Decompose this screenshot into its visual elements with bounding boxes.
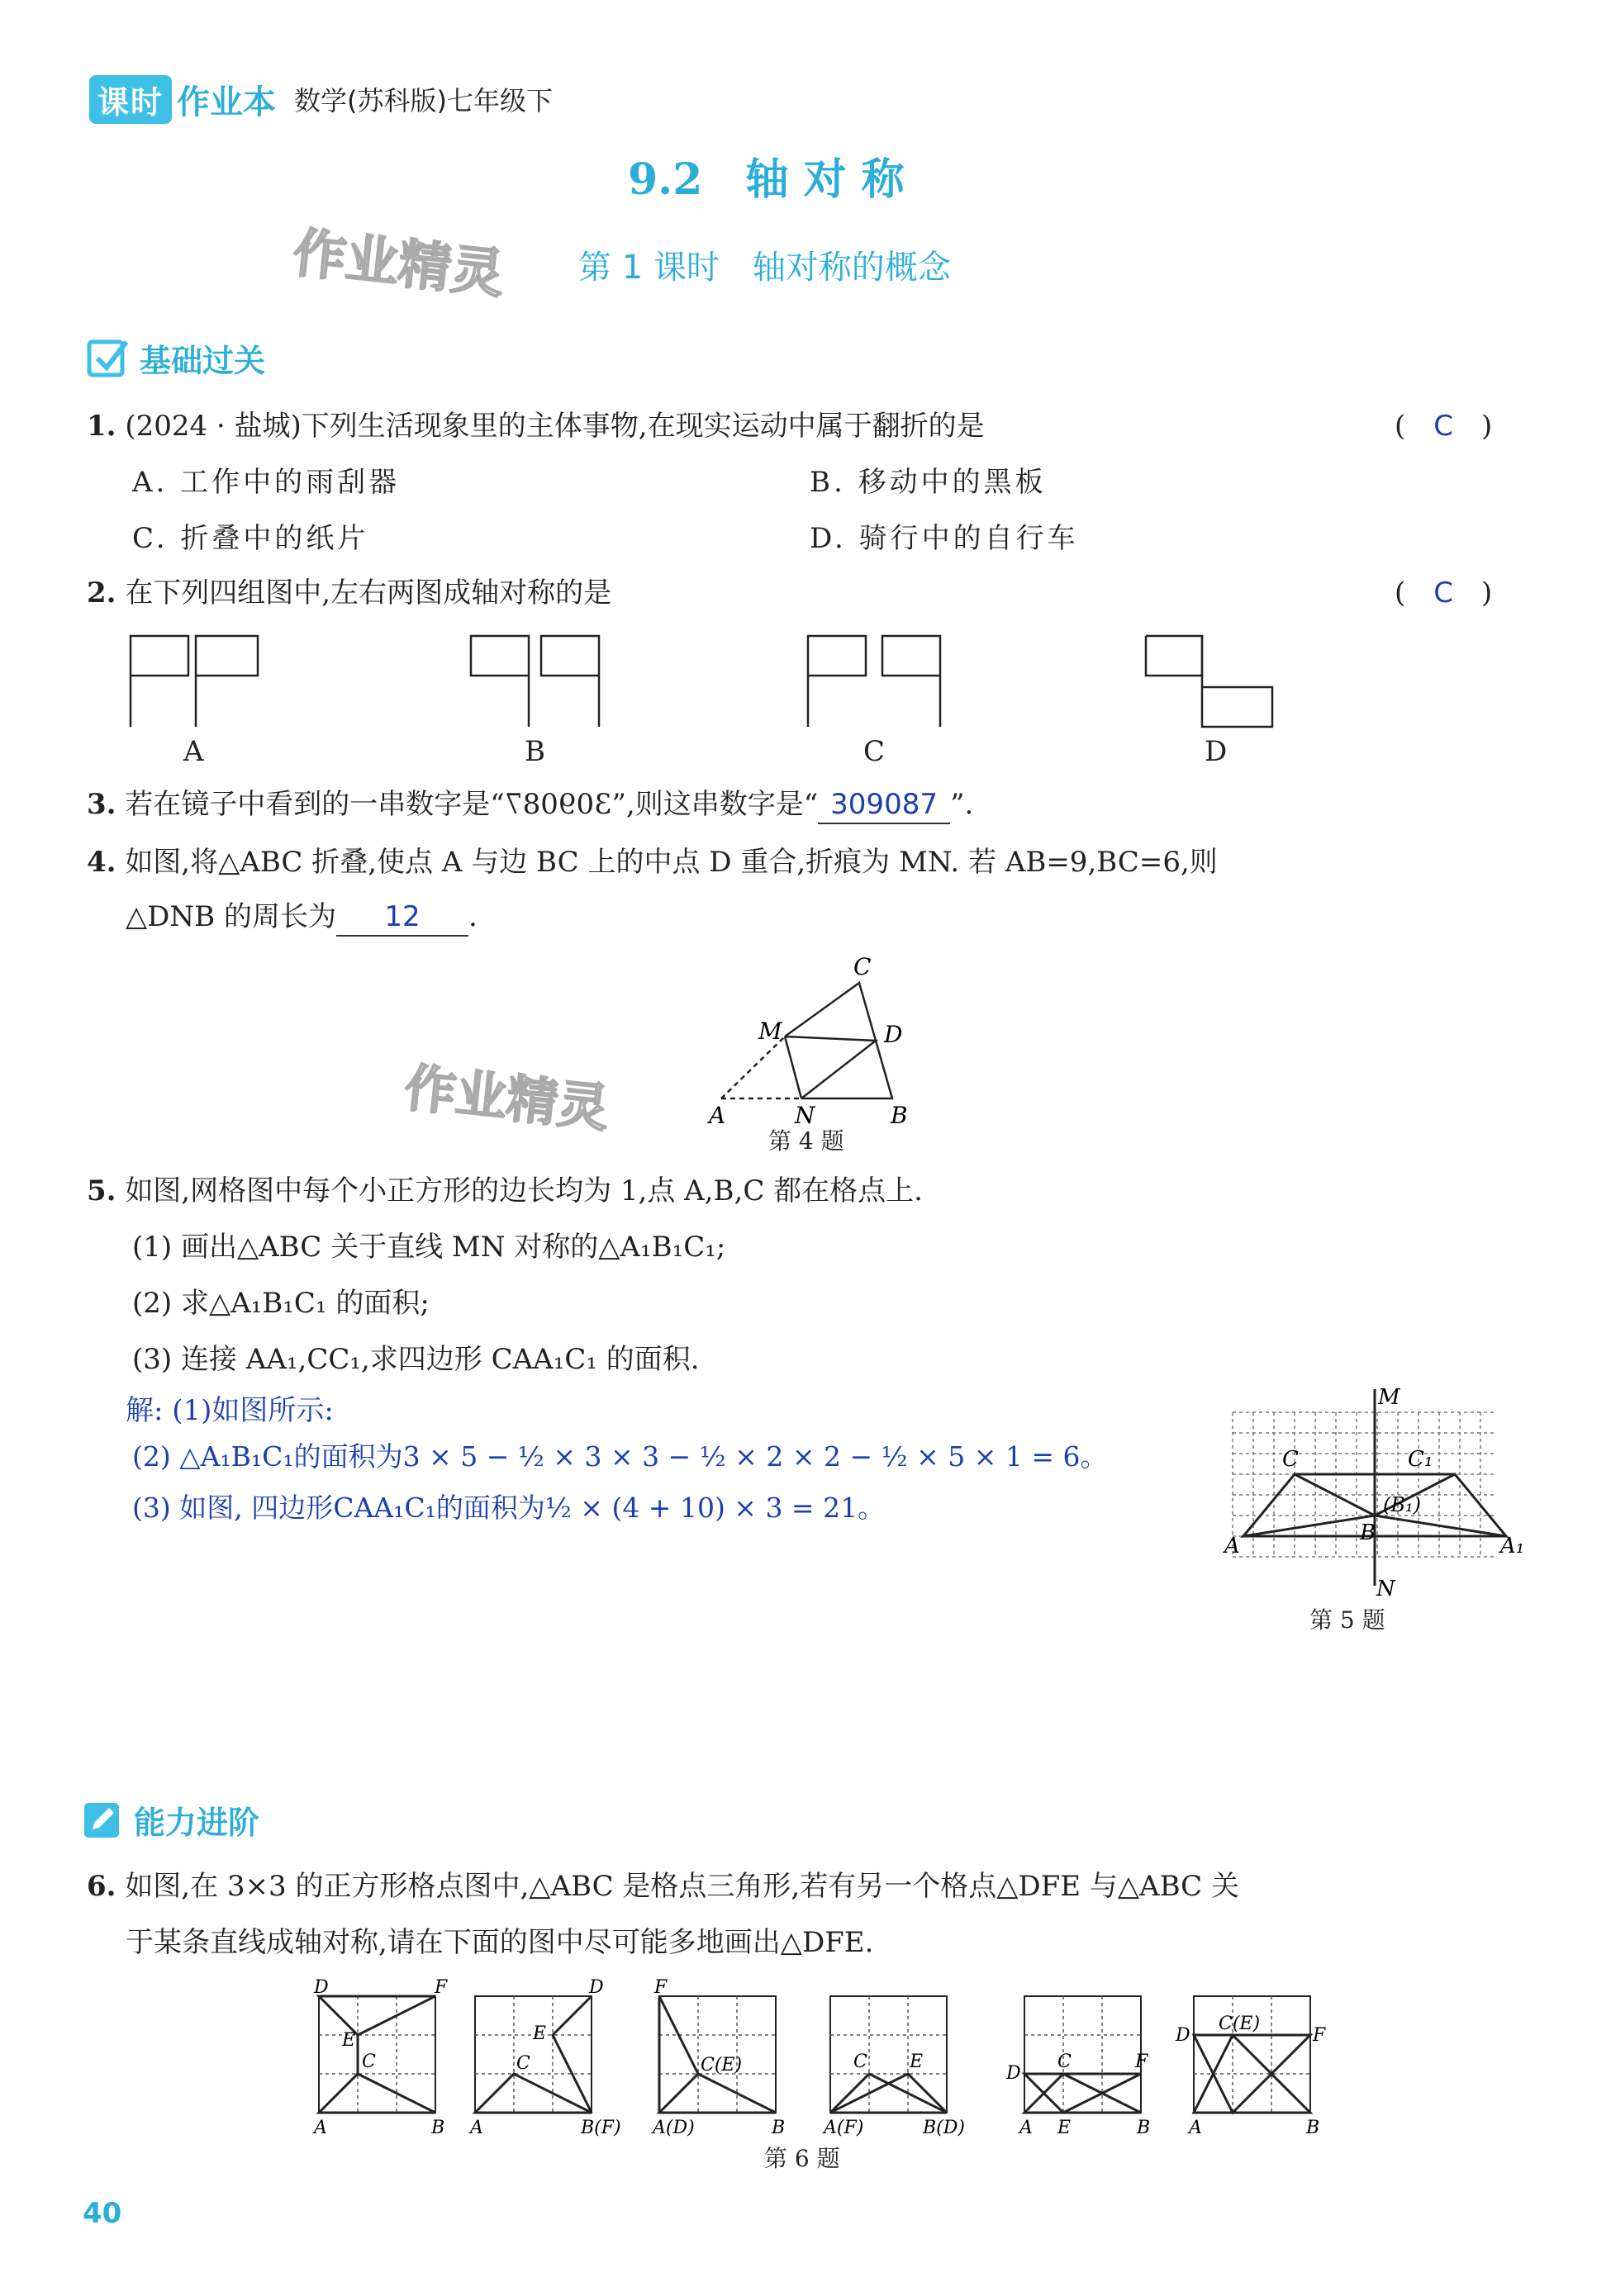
subject-label: 数学(苏科版)七年级下	[294, 85, 553, 116]
point-label: N	[795, 1102, 815, 1129]
option-c: C. 折叠中的纸片	[132, 522, 369, 555]
question-text: 如图,在 3×3 的正方形格点图中,△ABC 是格点三角形,若有另一个格点△DFE 与△ABC 关	[125, 1870, 1240, 1903]
point-label: B(F)	[581, 2118, 621, 2138]
question-2	[87, 575, 611, 611]
question-text: 如图,将△ABC 折叠,使点 A 与边 BC 上的中点 D 重合,折痕为 MN. 若 AB=9,BC=6,则	[125, 846, 1218, 879]
q6-figure-4	[822, 1996, 965, 2138]
header	[89, 76, 553, 122]
question-text: △DNB 的周长为	[126, 900, 336, 933]
page-number: 40	[83, 2197, 122, 2230]
point-label: B	[1306, 2118, 1320, 2138]
point-label: B	[891, 1102, 908, 1129]
question-6	[87, 1868, 1239, 1905]
point-label: C(E)	[701, 2055, 743, 2075]
point-label: A	[1224, 1534, 1240, 1558]
point-label: A	[709, 1102, 726, 1129]
point-label: D	[314, 1978, 329, 1998]
question-number: 3.	[87, 788, 116, 821]
advanced-section-header	[83, 1797, 259, 1843]
question-4	[87, 844, 1218, 880]
q2-figures	[116, 628, 1305, 776]
watermark: 作业精灵	[290, 222, 507, 306]
point-label: C	[853, 953, 872, 980]
q5-figure	[1223, 1379, 1528, 1602]
point-label: C	[362, 2052, 376, 2072]
pencil-box-icon	[83, 1800, 124, 1841]
point-label: A	[1019, 2118, 1033, 2138]
point-label: (B₁)	[1383, 1493, 1421, 1516]
figure-c	[808, 636, 940, 727]
point-label: E	[533, 2023, 547, 2044]
point-label: D	[1176, 2025, 1190, 2046]
answer: C	[1433, 410, 1454, 443]
point-label: F	[435, 1978, 448, 1998]
q6-figure-3	[651, 1978, 785, 2138]
question-4-line2	[126, 899, 478, 937]
point-label: D	[884, 1021, 903, 1048]
figure-b	[471, 636, 599, 727]
q2-label-a: A	[183, 735, 204, 768]
point-label: A	[470, 2118, 483, 2138]
q5-solution-3: (3) 如图, 四边形CAA₁C₁的面积为½ × (4 + 10) × 3 = 21。	[132, 1492, 886, 1524]
advanced-section-title: 能力进阶	[134, 1805, 260, 1841]
answer-bracket: ( C )	[1395, 576, 1493, 610]
point-label: B	[1137, 2118, 1151, 2138]
answer: 309087	[830, 788, 938, 821]
question-number: 1.	[87, 410, 116, 443]
question-text: 在下列四组图中,左右两图成轴对称的是	[125, 576, 612, 610]
point-label: B(D)	[923, 2118, 965, 2138]
question-number: 2.	[87, 576, 116, 610]
option-d: D. 骑行中的自行车	[810, 522, 1079, 555]
q6-figures	[306, 1978, 1363, 2143]
figure-d	[1146, 636, 1272, 727]
section-title: 9.2 轴 对 称	[628, 154, 905, 205]
q6-figure-1	[312, 1978, 448, 2138]
question-6-line2: 于某条直线成轴对称,请在下面的图中尽可能多地画出△DFE.	[126, 1926, 874, 1959]
q6-figure-2	[468, 1978, 621, 2138]
question-number: 5.	[87, 1174, 116, 1207]
question-number: 4.	[87, 846, 116, 879]
mirrored-number: 309087	[504, 788, 612, 821]
q6-caption: 第 6 题	[764, 2145, 840, 2172]
basic-section-header	[87, 335, 265, 381]
point-label: E	[910, 2052, 924, 2072]
point-label: E	[1057, 2118, 1072, 2138]
point-label: C	[1282, 1447, 1299, 1472]
answer: C	[1433, 576, 1454, 610]
q2-label-c: C	[863, 735, 886, 768]
point-label: E	[342, 2030, 356, 2051]
q5-part-3: (3) 连接 AA₁,CC₁,求四边形 CAA₁C₁ 的面积.	[132, 1343, 700, 1376]
option-a: A. 工作中的雨刮器	[132, 466, 401, 499]
question-text-mid: ”,则这串数字是“	[611, 788, 819, 821]
point-label: C	[853, 2052, 867, 2072]
q4-caption: 第 4 题	[768, 1127, 844, 1155]
question-text: 如图,网格图中每个小正方形的边长均为 1,点 A,B,C 都在格点上.	[125, 1174, 923, 1207]
q4-watermark: 作业精灵	[402, 1057, 612, 1139]
option-b: B. 移动中的黑板	[810, 466, 1047, 499]
period: .	[468, 900, 478, 933]
point-label: A(F)	[824, 2118, 864, 2138]
point-label: C₁	[1408, 1447, 1433, 1472]
q6-figure-6	[1175, 1996, 1326, 2138]
answer-bracket: ( C )	[1395, 410, 1493, 443]
point-label: C	[1057, 2052, 1072, 2072]
q5-part-1: (1) 画出△ABC 关于直线 MN 对称的△A₁B₁C₁;	[132, 1231, 726, 1264]
point-label: N	[1376, 1577, 1395, 1601]
q2-label-b: B	[525, 735, 545, 768]
checkbox-icon	[87, 337, 130, 380]
point-label: F	[654, 1978, 668, 1998]
figure-a	[131, 636, 258, 727]
point-label: A₁	[1500, 1534, 1525, 1558]
question-text: (2024 · 盐城)下列生活现象里的主体事物,在现实运动中属于翻折的是	[125, 410, 985, 443]
point-label: M	[1378, 1385, 1400, 1410]
point-label: B	[772, 2118, 786, 2138]
point-label: M	[758, 1018, 782, 1045]
lesson-title: 第 1 课时 轴对称的概念	[578, 249, 951, 287]
q5-solution-1: 解: (1)如图所示:	[126, 1394, 334, 1427]
point-label: A	[1189, 2118, 1202, 2138]
q5-solution-2: (2) △A₁B₁C₁的面积为3 × 5 − ½ × 3 × 3 − ½ × 2 × 2 − ½ × 5 × 1 = 6。	[132, 1440, 1108, 1473]
question-3	[87, 786, 973, 824]
point-label: A	[314, 2118, 327, 2138]
question-1	[87, 408, 985, 444]
question-text: 若在镜子中看到的一串数字是“	[125, 788, 505, 821]
point-label: B	[431, 2118, 445, 2138]
point-label: F	[1313, 2025, 1326, 2046]
answer: 12	[384, 900, 421, 933]
question-number: 6.	[87, 1870, 116, 1903]
point-label: C(E)	[1219, 2014, 1261, 2034]
question-text-after: ”.	[950, 788, 974, 821]
brand-badge: 课时	[89, 75, 172, 124]
q4-figure	[694, 950, 925, 1140]
point-label: C	[516, 2053, 530, 2074]
question-5	[87, 1173, 923, 1209]
q5-caption: 第 5 题	[1309, 1606, 1385, 1634]
basic-section-title: 基础过关	[140, 343, 266, 379]
point-label: F	[1135, 2052, 1148, 2072]
q5-part-2: (2) 求△A₁B₁C₁ 的面积;	[132, 1287, 430, 1320]
q2-label-d: D	[1205, 735, 1228, 768]
point-label: D	[1006, 2063, 1021, 2084]
q6-figure-5	[1005, 1996, 1150, 2138]
brand-name: 作业本	[177, 83, 277, 121]
point-label: A(D)	[653, 2118, 695, 2138]
point-label: D	[589, 1978, 604, 1998]
point-label: B	[1360, 1520, 1376, 1545]
